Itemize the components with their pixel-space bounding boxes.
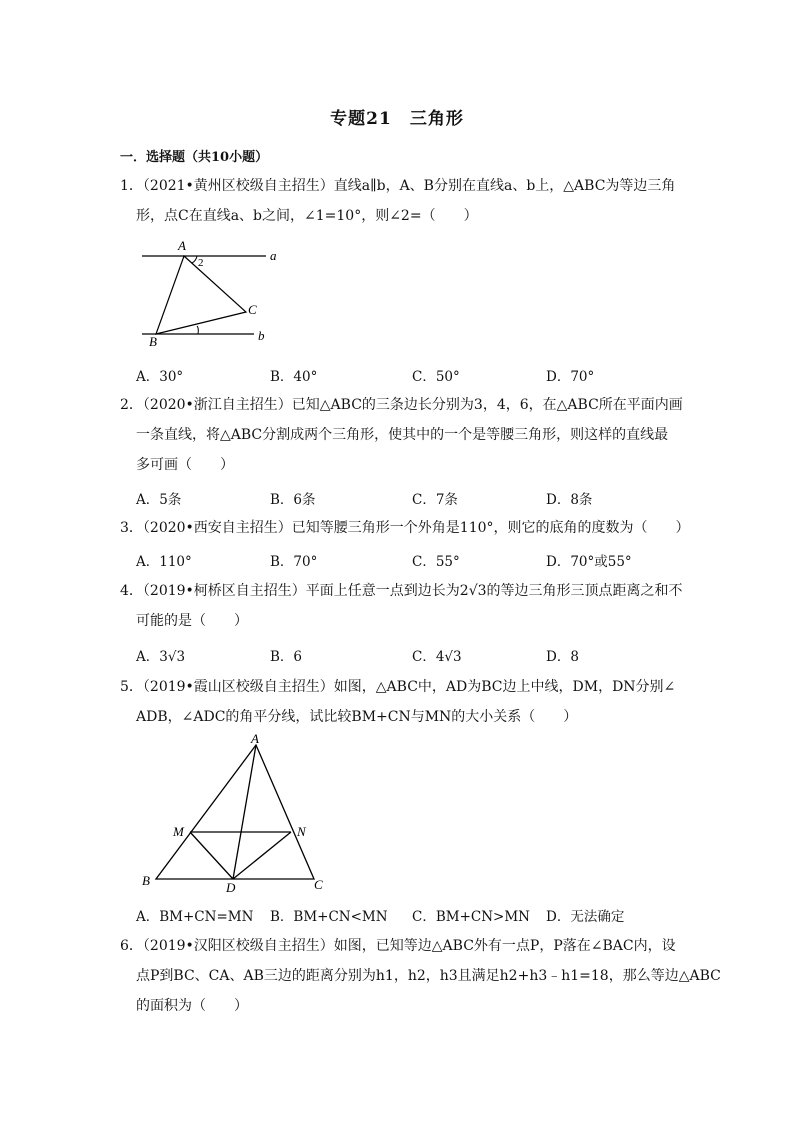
q3-option-c: C．55° [412,554,460,570]
angle-1-arc [197,326,198,334]
q5-option-a: A．BM+CN=MN [136,909,254,925]
q3-line-1: 3．（2020•西安自主招生）已知等腰三角形一个外角是110°，则它的底角的度数为（ ） [120,520,690,536]
q2-line-3: 多可画（ ） [136,457,234,473]
label-N: N [297,824,306,839]
q2-option-b: B．6条 [270,492,316,508]
q6-line-1: 6．（2019•汉阳区校级自主招生）如图，已知等边△ABC外有一点P，P落在∠BAC内，设 [120,938,676,954]
q5-option-c: C．BM+CN>MN [412,909,530,925]
label-2: 2 [198,257,204,269]
q5-line-2: ADB，∠ADC的角平分线，试比较BM+CN与MN的大小关系（ ） [136,709,578,725]
q4-line-1: 4．（2019•柯桥区自主招生）平面上任意一点到边长为2√3的等边三角形三顶点距离之和不 [120,583,683,599]
label-A: A [251,733,259,746]
triangle-abc [156,745,314,879]
label-B: B [142,873,150,888]
q4-option-a: A．3√3 [136,649,186,665]
q1-option-c: C．50° [412,369,460,385]
q6-line-2: 点P到BC、CA、AB三边的距离分别为h1，h2，h3且满足h2+h3﹣h1=18，那么等边△ABC [136,968,721,984]
q4-option-d: D．8 [546,649,579,665]
q4-option-c: C．4√3 [412,649,462,665]
q3-option-a: A．110° [136,554,192,570]
page-title: 专题21 三角形 [330,109,464,129]
q2-option-d: D．8条 [546,492,593,508]
q2-option-a: A．5条 [136,492,182,508]
q4-line-2: 可能的是（ ） [136,613,248,629]
q1-line-1: 1．（2021•黄州区校级自主招生）直线a∥b，A、B分别在直线a、b上，△ABC为等边三角 [120,178,676,194]
q3-option-d: D．70°或55° [546,554,632,570]
segment-dn [233,832,291,879]
section-heading: 一．选择题（共10小题） [120,150,269,165]
q4-option-b: B．6 [270,649,303,665]
q5-option-b: B．BM+CN<MN [270,909,388,925]
q2-option-c: C．7条 [412,492,458,508]
label-C: C [248,302,257,317]
q5-option-d: D．无法确定 [546,909,625,925]
label-A: A [178,238,186,253]
q1-line-2: 形，点C在直线a、b之间，∠1=10°，则∠2=（ ） [136,208,478,224]
q1-option-b: B．40° [270,369,318,385]
segment-dm [190,832,233,879]
median-ad [233,745,256,879]
angle-2-arc [192,256,197,263]
q1-option-a: A．30° [136,369,184,385]
q5-line-1: 5．（2019•霞山区校级自主招生）如图，△ABC中，AD为BC边上中线，DM，DN分别∠ [120,679,676,695]
q2-line-1: 2．（2020•浙江自主招生）已知△ABC的三条边长分别为3，4，6，在△ABC所在平面内画 [120,397,683,413]
label-B: B [149,334,157,349]
q6-line-3: 的面积为（ ） [136,998,248,1014]
q5-figure [136,733,336,895]
q2-line-2: 一条直线，将△ABC分割成两个三角形，使其中的一个是等腰三角形，则这样的直线最 [136,427,669,443]
label-a: a [270,248,277,263]
q1-option-d: D．70° [546,369,595,385]
label-D: D [226,880,236,895]
label-b: b [258,328,265,343]
label-M: M [173,824,184,839]
q1-figure [134,234,294,352]
label-C: C [314,877,323,892]
q3-option-b: B．70° [270,554,318,570]
